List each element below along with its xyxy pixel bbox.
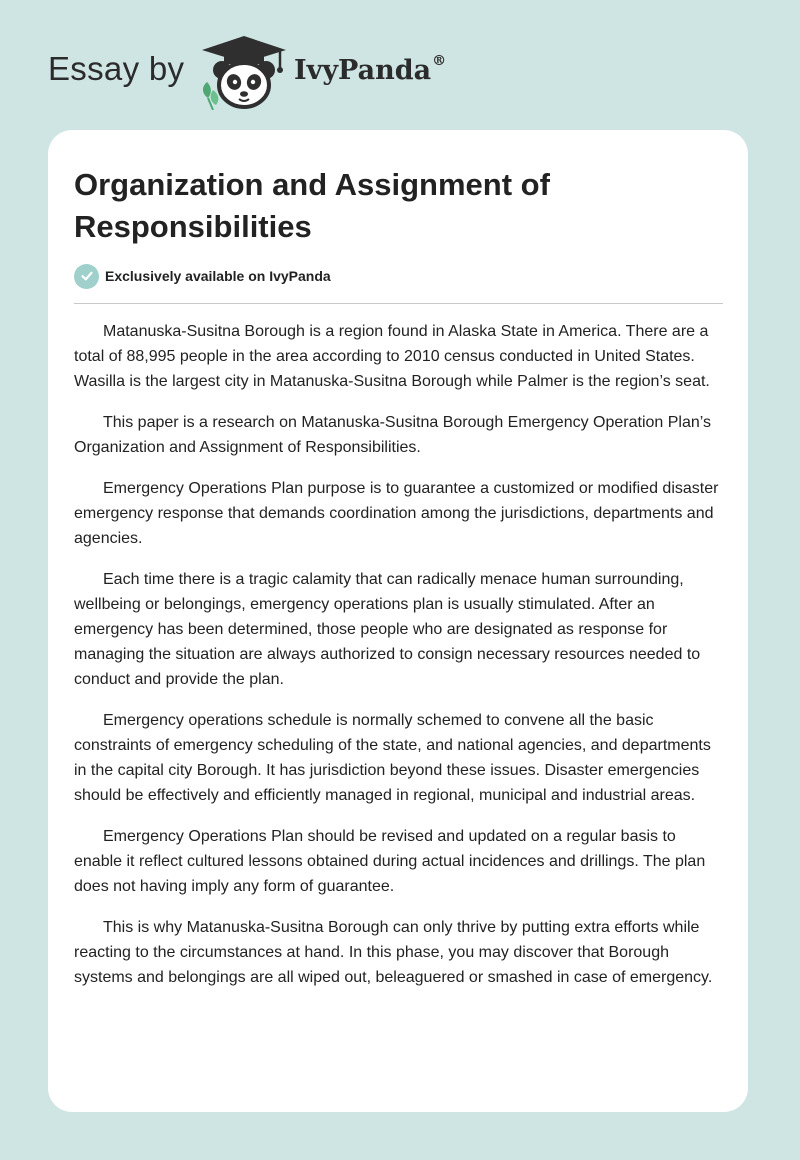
exclusive-badge (74, 263, 331, 289)
divider (74, 303, 723, 304)
site-header (0, 0, 800, 130)
paragraph: Emergency Operations Plan purpose is to guarantee a customized or modified disaster emergency response that demands coordination among the jurisdictions, departments and agencies. (74, 480, 719, 547)
paragraph: Emergency operations schedule is normally schemed to convene all the basic constraints of emergency scheduling of the state, and national agencies, and departments in the capital city Borough. It has jurisdiction beyond these issues. Disaster emergencies should be effectively and efficiently managed in regional, municipal and industrial areas. (74, 712, 711, 804)
check-icon (74, 264, 99, 289)
paragraph: Matanuska-Susitna Borough is a region found in Alaska State in America. There are a total of 88,995 people in the area according to 2010 census conducted in United States. Wasilla is the largest city in Matanuska-Susitna Borough while Palmer is the region’s seat. (74, 323, 710, 390)
page-title: Organization and Assignment of Responsibilities (74, 167, 550, 244)
paragraph: Each time there is a tragic calamity that can radically menace human surrounding, wellbeing or belongings, emergency operations plan is usually stimulated. After an emergency has been determined, those people who are designated as response for managing the situation are always authorized to consign necessary resources needed to conduct and provide the plan. (74, 571, 701, 688)
article-card (48, 130, 748, 1112)
essay-by-label: Essay by (48, 50, 185, 87)
paragraph: Emergency Operations Plan should be revised and updated on a regular basis to enable it reflect cultured lessons obtained during actual incidences and drillings. The plan does not having imply any form of guarantee. (74, 828, 706, 895)
paragraph: This is why Matanuska-Susitna Borough can only thrive by putting extra efforts while reacting to the circumstances at hand. In this phase, you may discover that Borough systems and belongings are all wiped out, beleaguered or smashed in case of emergency. (74, 919, 713, 986)
article-body (74, 319, 726, 1006)
paragraph: This paper is a research on Matanuska-Susitna Borough Emergency Operation Plan’s Organization and Assignment of Responsibilities. (74, 414, 712, 456)
exclusive-badge-text: Exclusively available on IvyPanda (105, 268, 331, 284)
panda-graduate-logo-icon[interactable] (198, 32, 290, 110)
brand-name[interactable] (294, 55, 446, 86)
registered-mark: ® (432, 53, 447, 69)
brand-name-text: IvyPanda (294, 55, 432, 86)
